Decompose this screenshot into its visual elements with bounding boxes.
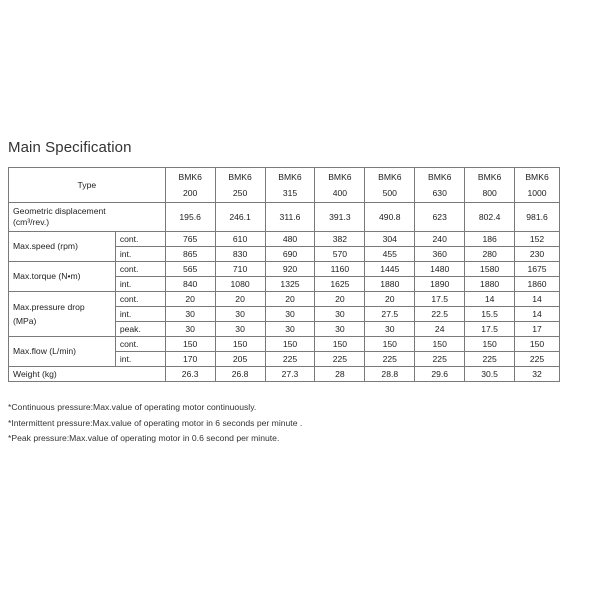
table-row — [9, 337, 560, 352]
table-cell: 1480 — [415, 262, 465, 277]
table-cell: 205 — [215, 352, 265, 367]
table-row — [9, 262, 560, 277]
table-cell: 311.6 — [265, 203, 315, 232]
row-label: Geometric displacement (cm³/rev.) — [9, 203, 166, 232]
table-cell: 30 — [265, 322, 315, 337]
table-cell: 186 — [465, 232, 515, 247]
table-cell: 14 — [515, 307, 560, 322]
table-cell: 1880 — [365, 277, 415, 292]
table-cell: 27.3 — [265, 367, 315, 382]
table-cell: 1580 — [465, 262, 515, 277]
model-header: BMK6 315 — [265, 168, 315, 203]
model-header: BMK6 800 — [465, 168, 515, 203]
table-cell: 1160 — [315, 262, 365, 277]
model-header: BMK6 1000 — [515, 168, 560, 203]
footnote: *Continuous pressure:Max.value of operating motor continuously. — [8, 402, 257, 412]
table-cell: 225 — [315, 352, 365, 367]
table-cell: 30 — [165, 307, 215, 322]
page-title: Main Specification — [8, 139, 132, 156]
table-cell: 480 — [265, 232, 315, 247]
row-sublabel: int. — [115, 352, 165, 367]
table-cell: 225 — [415, 352, 465, 367]
table-cell: 1325 — [265, 277, 315, 292]
table-cell: 765 — [165, 232, 215, 247]
table-cell: 280 — [465, 247, 515, 262]
table-cell: 1445 — [365, 262, 415, 277]
model-header: BMK6 630 — [415, 168, 465, 203]
table-cell: 304 — [365, 232, 415, 247]
table-cell: 30 — [165, 322, 215, 337]
table-cell: 1675 — [515, 262, 560, 277]
table-cell: 981.6 — [515, 203, 560, 232]
footnote: *Peak pressure:Max.value of operating motor in 0.6 second per minute. — [8, 433, 280, 443]
table-cell: 840 — [165, 277, 215, 292]
table-cell: 610 — [215, 232, 265, 247]
table-cell: 150 — [515, 337, 560, 352]
row-label: Max.flow (L/min) — [9, 337, 116, 367]
model-header: BMK6 500 — [365, 168, 415, 203]
table-cell: 24 — [415, 322, 465, 337]
table-cell: 20 — [315, 292, 365, 307]
specification-table — [8, 167, 560, 382]
table-cell: 623 — [415, 203, 465, 232]
table-cell: 150 — [265, 337, 315, 352]
table-cell: 240 — [415, 232, 465, 247]
table-cell: 225 — [365, 352, 415, 367]
table-cell: 391.3 — [315, 203, 365, 232]
table-cell: 26.8 — [215, 367, 265, 382]
table-cell: 382 — [315, 232, 365, 247]
row-label: Max.torque (N•m) — [9, 262, 116, 292]
table-cell: 22.5 — [415, 307, 465, 322]
row-sublabel: peak. — [115, 322, 165, 337]
table-cell: 690 — [265, 247, 315, 262]
row-label: Weight (kg) — [9, 367, 166, 382]
table-cell: 32 — [515, 367, 560, 382]
row-sublabel: cont. — [115, 262, 165, 277]
table-cell: 17 — [515, 322, 560, 337]
row-sublabel: cont. — [115, 292, 165, 307]
row-sublabel: cont. — [115, 232, 165, 247]
table-header-row — [9, 168, 560, 203]
table-cell: 30 — [265, 307, 315, 322]
table-cell: 195.6 — [165, 203, 215, 232]
table-row — [9, 203, 560, 232]
table-cell: 225 — [515, 352, 560, 367]
table-cell: 150 — [365, 337, 415, 352]
row-sublabel: int. — [115, 247, 165, 262]
model-header: BMK6 250 — [215, 168, 265, 203]
model-header: BMK6 200 — [165, 168, 215, 203]
table-cell: 30 — [365, 322, 415, 337]
table-cell: 152 — [515, 232, 560, 247]
table-cell: 1080 — [215, 277, 265, 292]
table-cell: 20 — [215, 292, 265, 307]
table-cell: 28 — [315, 367, 365, 382]
table-cell: 15.5 — [465, 307, 515, 322]
table-cell: 1890 — [415, 277, 465, 292]
table-cell: 865 — [165, 247, 215, 262]
table-cell: 1860 — [515, 277, 560, 292]
table-cell: 27.5 — [365, 307, 415, 322]
table-cell: 30 — [315, 307, 365, 322]
table-cell: 920 — [265, 262, 315, 277]
table-row — [9, 292, 560, 307]
table-cell: 570 — [315, 247, 365, 262]
table-cell: 26.3 — [165, 367, 215, 382]
table-cell: 14 — [515, 292, 560, 307]
table-cell: 170 — [165, 352, 215, 367]
table-cell: 30 — [215, 322, 265, 337]
table-cell: 150 — [215, 337, 265, 352]
row-sublabel: int. — [115, 307, 165, 322]
table-cell: 20 — [365, 292, 415, 307]
table-cell: 29.6 — [415, 367, 465, 382]
table-cell: 28.8 — [365, 367, 415, 382]
table-cell: 20 — [165, 292, 215, 307]
row-label: Max.speed (rpm) — [9, 232, 116, 262]
table-cell: 17.5 — [415, 292, 465, 307]
table-cell: 565 — [165, 262, 215, 277]
row-label: Max.pressure drop (MPa) — [9, 292, 116, 337]
table-cell: 150 — [465, 337, 515, 352]
footnote: *Intermittent pressure:Max.value of operating motor in 6 seconds per minute . — [8, 417, 303, 428]
footnotes — [8, 400, 302, 447]
table-cell: 225 — [465, 352, 515, 367]
table-cell: 246.1 — [215, 203, 265, 232]
type-header: Type — [9, 168, 166, 203]
table-cell: 150 — [415, 337, 465, 352]
table-cell: 1625 — [315, 277, 365, 292]
table-row — [9, 367, 560, 382]
table-row — [9, 232, 560, 247]
table-cell: 14 — [465, 292, 515, 307]
table-cell: 225 — [265, 352, 315, 367]
table-cell: 455 — [365, 247, 415, 262]
table-cell: 17.5 — [465, 322, 515, 337]
table-cell: 20 — [265, 292, 315, 307]
table-cell: 30 — [315, 322, 365, 337]
row-sublabel: cont. — [115, 337, 165, 352]
table-cell: 150 — [165, 337, 215, 352]
table-cell: 490.8 — [365, 203, 415, 232]
table-cell: 710 — [215, 262, 265, 277]
table-cell: 1880 — [465, 277, 515, 292]
model-header: BMK6 400 — [315, 168, 365, 203]
table-cell: 150 — [315, 337, 365, 352]
table-cell: 830 — [215, 247, 265, 262]
row-sublabel: int. — [115, 277, 165, 292]
table-cell: 230 — [515, 247, 560, 262]
table-cell: 360 — [415, 247, 465, 262]
table-cell: 30 — [215, 307, 265, 322]
table-cell: 30.5 — [465, 367, 515, 382]
table-cell: 802.4 — [465, 203, 515, 232]
